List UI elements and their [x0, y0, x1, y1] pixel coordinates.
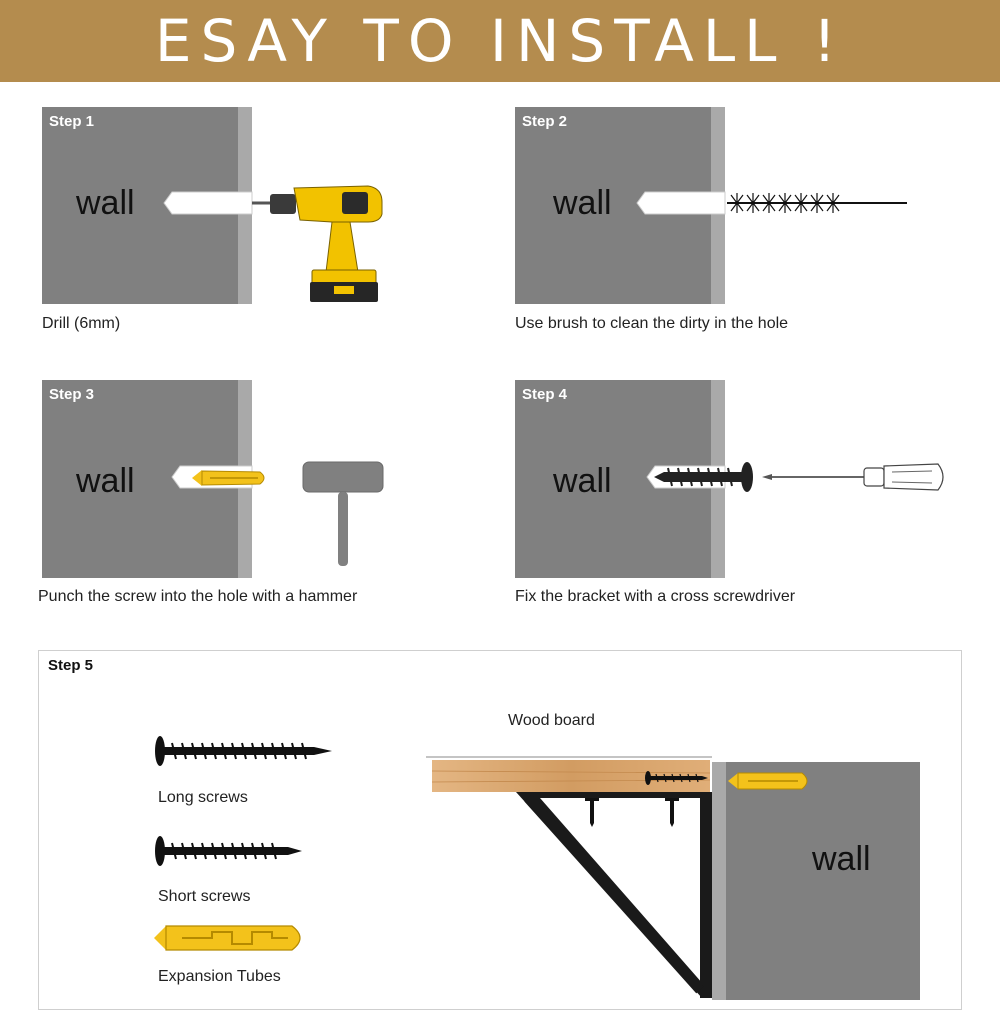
step-1-wall-text: wall — [76, 184, 135, 222]
wood-board-label: Wood board — [508, 712, 595, 729]
step-4-caption: Fix the bracket with a cross screwdriver — [515, 588, 796, 605]
short-screw-vertical-icon-1 — [584, 796, 600, 828]
long-screws-label: Long screws — [158, 789, 248, 806]
step-3-caption: Punch the screw into the hole with a hammer — [38, 588, 358, 605]
short-screw-vertical-icon-2 — [664, 796, 680, 828]
step-4-wall-text: wall — [553, 462, 612, 500]
short-screws-label: Short screws — [158, 888, 251, 905]
step-4-label: Step 4 — [522, 386, 568, 403]
step-2-wall-text: wall — [553, 184, 612, 222]
step-1-caption: Drill (6mm) — [42, 315, 121, 332]
step-3-label: Step 3 — [49, 386, 95, 403]
board-screw-icon — [644, 770, 710, 786]
step-5-label: Step 5 — [48, 657, 94, 674]
step-2-caption: Use brush to clean the dirty in the hole — [515, 315, 789, 332]
step-1-label: Step 1 — [49, 113, 95, 130]
banner-title: ESAY TO INSTALL ! — [154, 7, 846, 75]
step-2-label: Step 2 — [522, 113, 568, 130]
step-3-wall-text: wall — [76, 462, 135, 500]
step-5-plug-icon — [726, 768, 814, 794]
step-5-wall-text: wall — [812, 840, 871, 878]
expansion-tubes-label: Expansion Tubes — [158, 968, 281, 985]
